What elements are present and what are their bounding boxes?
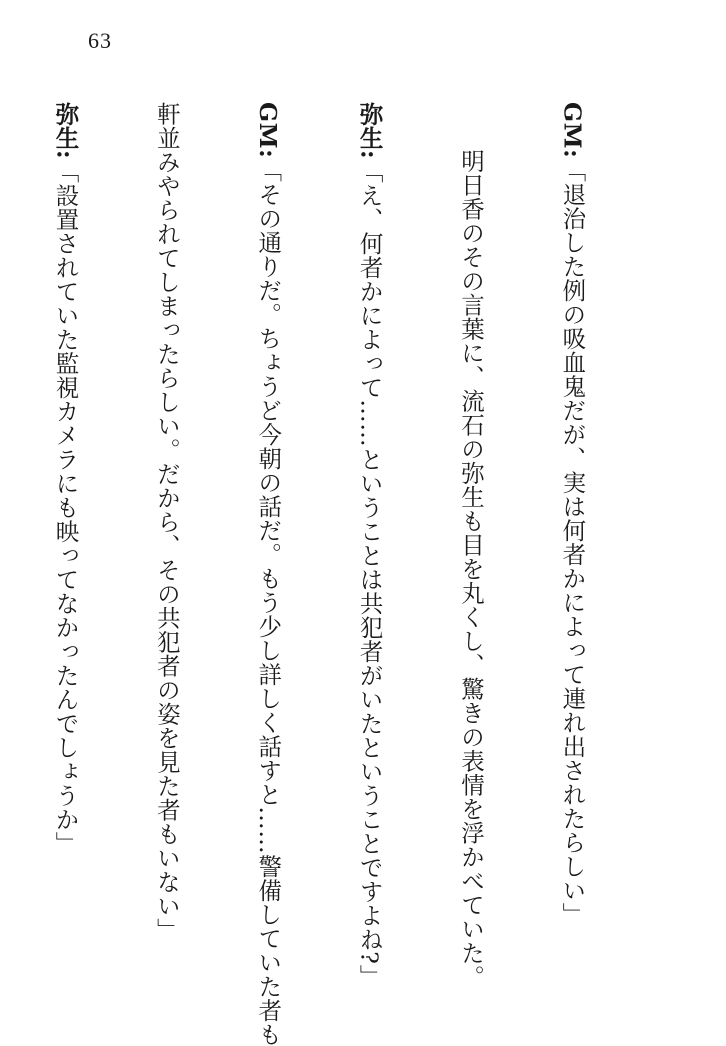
line-text: 「設置されていた監視カメラにも映ってなかったんでしょうか」 [51,159,80,856]
text-line-2 [453,102,487,1002]
text-line-3 [352,102,386,1002]
line-text: 明日香のその言葉に、流石の弥生も目を丸くし、驚きの表情を浮かべていた。 [457,149,486,989]
speaker-label: GM: [558,102,587,159]
page-number: 63 [88,28,112,53]
line-text: 「退治した例の吸血鬼だが、実は何者かによって連れ出されたらしい」 [558,158,587,927]
text-line-6 [48,102,82,1002]
speaker-label: 弥生: [355,102,384,160]
speaker-label: 弥生: [51,102,80,160]
text-line-1 [555,102,589,1002]
vertical-text-body [0,102,656,1046]
line-text: 「その通りだ。ちょうど今朝の話だ。もう少し詳しく話すと……警備していた者も [254,158,283,1046]
line-text: 軒並みやられてしまったらしい。だから、その共犯者の姿を見た者もいない」 [152,102,181,942]
line-text: 「え、何者かによって……ということは共犯者がいたということですよね?」 [355,159,384,989]
text-line-4 [250,102,284,1046]
speaker-label: GM: [254,102,283,159]
text-line-5 [149,102,183,1002]
